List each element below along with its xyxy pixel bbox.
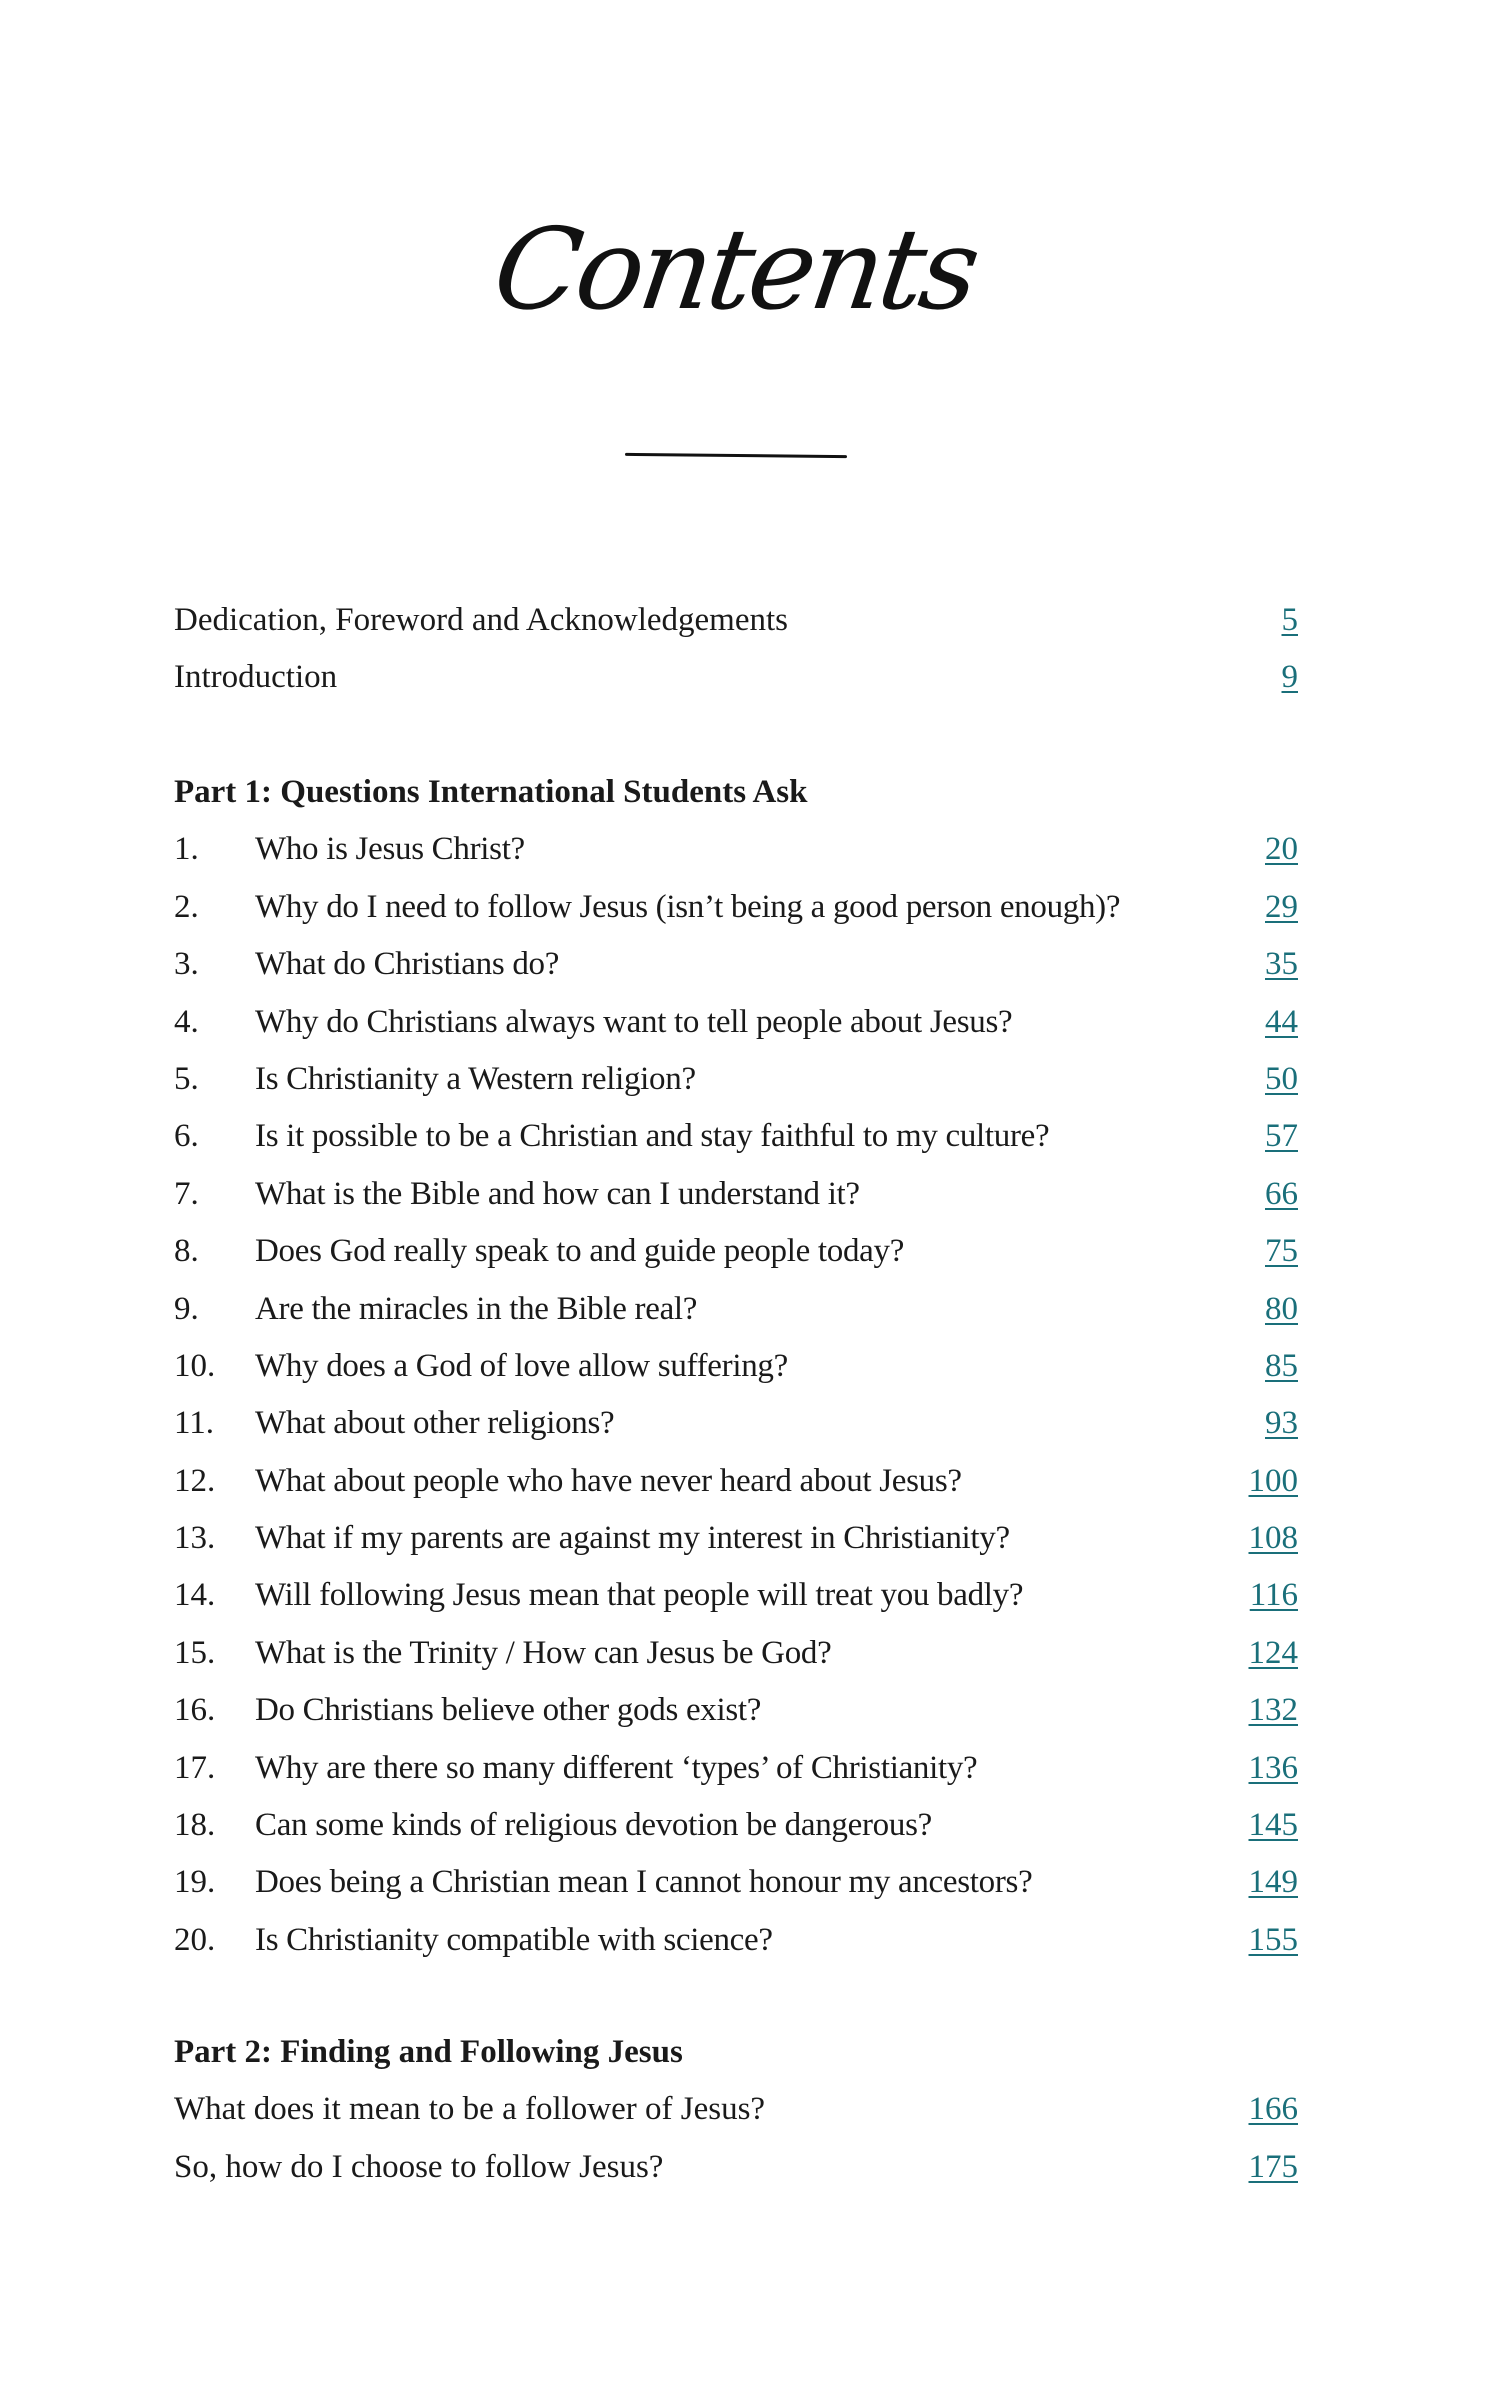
page-number-link[interactable]: 44 [1265, 1003, 1298, 1040]
entry-number: 16. [174, 1692, 216, 1729]
entry-number: 5. [174, 1060, 199, 1097]
page-number-link[interactable]: 9 [1281, 659, 1298, 696]
page-number-link[interactable]: 166 [1248, 2091, 1298, 2128]
entry-title: So, how do I choose to follow Jesus? [174, 2148, 664, 2185]
entry-number: 13. [174, 1520, 216, 1557]
toc-entry [174, 1625, 1298, 1682]
page-number-link[interactable]: 100 [1248, 1462, 1298, 1499]
entry-title: What about people who have never heard about Jesus? [255, 1462, 962, 1499]
entry-number: 11. [174, 1405, 215, 1442]
entry-number: 9. [174, 1290, 199, 1327]
entry-title: Introduction [174, 659, 338, 696]
entry-number: 4. [174, 1003, 199, 1040]
page-number-link[interactable]: 20 [1265, 831, 1298, 868]
entry-number: 3. [174, 946, 199, 983]
page-number-link[interactable]: 155 [1248, 1921, 1298, 1958]
entry-title: Dedication, Foreword and Acknowledgements [174, 602, 789, 638]
toc-entry [174, 1108, 1298, 1165]
toc-entry [174, 1912, 1298, 1969]
entry-title: Can some kinds of religious devotion be dangerous? [255, 1807, 932, 1844]
page-number-link[interactable]: 66 [1265, 1175, 1298, 1212]
toc-entry [174, 1395, 1298, 1452]
entry-number: 2. [174, 888, 199, 925]
toc-entry [174, 821, 1298, 878]
toc-entry [174, 879, 1298, 936]
entry-title: Will following Jesus mean that people will treat you badly? [255, 1577, 1024, 1614]
toc-entry [174, 592, 1298, 649]
page-number-link[interactable]: 29 [1265, 888, 1298, 925]
entry-title: Are the miracles in the Bible real? [255, 1290, 698, 1327]
page-number-link[interactable]: 175 [1248, 2148, 1298, 2185]
entry-title: Does being a Christian mean I cannot honour my ancestors? [255, 1864, 1033, 1901]
part1-list [174, 821, 1298, 1969]
entry-number: 12. [174, 1462, 216, 1499]
page-number-link[interactable]: 132 [1248, 1692, 1298, 1729]
entry-number: 20. [174, 1921, 216, 1958]
page-number-link[interactable]: 116 [1249, 1577, 1298, 1614]
part1-section [174, 764, 1298, 1969]
entry-title: Why do I need to follow Jesus (isn’t being a good person enough)? [255, 888, 1121, 925]
part2-section [174, 2024, 1298, 2196]
toc-entry [174, 649, 1298, 706]
entry-number: 14. [174, 1577, 216, 1614]
entry-title: Why do Christians always want to tell people about Jesus? [255, 1003, 1013, 1040]
toc-entry [174, 2139, 1298, 2196]
entry-title: What is the Bible and how can I understand it? [255, 1175, 860, 1212]
entry-number: 18. [174, 1807, 216, 1844]
toc-entry [174, 1854, 1298, 1911]
page-number-link[interactable]: 5 [1281, 602, 1298, 638]
entry-title: Do Christians believe other gods exist? [255, 1692, 762, 1729]
toc-entry [174, 2081, 1298, 2138]
toc-entry [174, 1567, 1298, 1624]
entry-number: 6. [174, 1118, 199, 1155]
toc-entry [174, 1740, 1298, 1797]
toc-entry [174, 994, 1298, 1051]
toc-entry [174, 1051, 1298, 1108]
entry-title: Who is Jesus Christ? [255, 831, 525, 868]
page-number-link[interactable]: 35 [1265, 946, 1298, 983]
entry-title: Why does a God of love allow suffering? [255, 1347, 788, 1384]
part2-list [174, 2081, 1298, 2196]
entry-number: 1. [174, 831, 199, 868]
page-title: Contents [486, 205, 984, 335]
toc-entry [174, 936, 1298, 993]
entry-title: Is it possible to be a Christian and stay faithful to my culture? [255, 1118, 1050, 1155]
entry-number: 10. [174, 1347, 216, 1384]
part2-heading: Part 2: Finding and Following Jesus [174, 2034, 683, 2070]
page-number-link[interactable]: 124 [1248, 1634, 1298, 1671]
page-number-link[interactable]: 80 [1265, 1290, 1298, 1327]
entry-title: What about other religions? [255, 1405, 615, 1442]
entry-title: What does it mean to be a follower of Jesus? [174, 2091, 766, 2128]
front-matter-list [174, 592, 1298, 707]
entry-number: 17. [174, 1749, 216, 1786]
page-number-link[interactable]: 149 [1248, 1864, 1298, 1901]
toc-entry [174, 1682, 1298, 1739]
toc-entry [174, 1510, 1298, 1567]
entry-title: Is Christianity compatible with science? [255, 1921, 773, 1958]
toc-entry [174, 1797, 1298, 1854]
entry-title: What do Christians do? [255, 946, 560, 983]
entry-title: Is Christianity a Western religion? [255, 1060, 696, 1097]
entry-title: What is the Trinity / How can Jesus be God? [255, 1634, 832, 1671]
title-divider [625, 453, 847, 458]
toc-entry [174, 1281, 1298, 1338]
entry-title: Why are there so many different ‘types’ of Christianity? [255, 1749, 978, 1786]
entry-title: Does God really speak to and guide people today? [255, 1233, 905, 1270]
page-number-link[interactable]: 136 [1248, 1749, 1298, 1786]
toc-entry [174, 1166, 1298, 1223]
entry-number: 15. [174, 1634, 216, 1671]
page-number-link[interactable]: 145 [1248, 1807, 1298, 1844]
part1-heading: Part 1: Questions International Students Ask [174, 774, 808, 810]
page-number-link[interactable]: 75 [1265, 1233, 1298, 1270]
entry-number: 7. [174, 1175, 199, 1212]
entry-number: 8. [174, 1233, 199, 1270]
page-number-link[interactable]: 50 [1265, 1060, 1298, 1097]
toc-entry [174, 1453, 1298, 1510]
entry-number: 19. [174, 1864, 216, 1901]
toc-entry [174, 1338, 1298, 1395]
entry-title: What if my parents are against my interest in Christianity? [255, 1520, 1010, 1557]
page-number-link[interactable]: 85 [1265, 1347, 1298, 1384]
page-number-link[interactable]: 108 [1248, 1520, 1298, 1557]
page-number-link[interactable]: 57 [1265, 1118, 1298, 1155]
toc-entry [174, 1223, 1298, 1280]
page-number-link[interactable]: 93 [1265, 1405, 1298, 1442]
